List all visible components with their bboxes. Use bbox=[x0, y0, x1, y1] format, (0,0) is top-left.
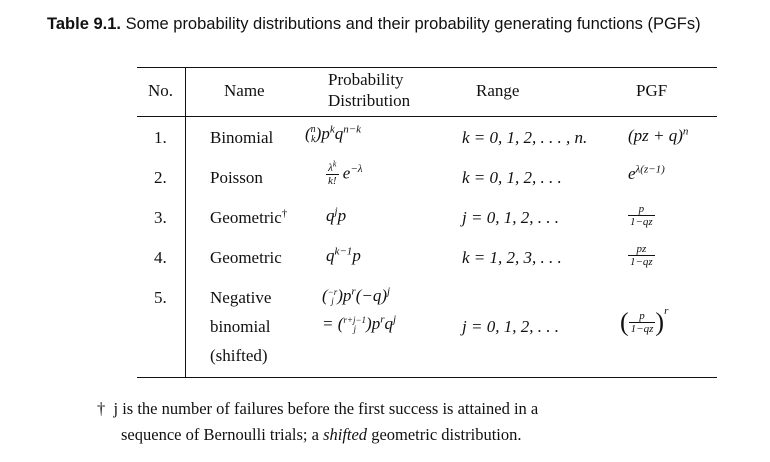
footnote-text-2a: sequence of Bernoulli trials; a bbox=[121, 425, 319, 444]
row-2-distribution: $\frac{\lambda^k}{k!}$ $e^{-\lambda}$ bbox=[328, 159, 363, 187]
row-1-distribution: ( n k )$p^kq^{n-k}$ bbox=[305, 123, 362, 146]
row-1-name: Binomial bbox=[210, 128, 274, 147]
dagger-mark: † bbox=[281, 207, 288, 220]
table-caption bbox=[47, 15, 701, 34]
top-rule bbox=[137, 67, 717, 68]
footnote-text-2em: shifted bbox=[323, 425, 368, 444]
header-no: No. bbox=[148, 81, 174, 100]
row-4-no: 4. bbox=[154, 248, 167, 267]
row-2-pgf: $e^{\lambda(z-1)}$ bbox=[628, 163, 665, 183]
row-5-pgf: ( $\frac{p}{1-qz}$ )$^r$ bbox=[620, 304, 669, 337]
row-3-range: j = 0, 1, 2, . . . bbox=[462, 208, 559, 227]
header-pgf: PGF bbox=[636, 81, 668, 100]
row-4-pgf: $\frac{pz}{1-qz}$ bbox=[630, 243, 653, 268]
row-5-distribution-line1: ( −r j )$p^r(-q)^j$ bbox=[322, 285, 391, 307]
footnote-line2 bbox=[121, 423, 522, 447]
caption-text: Some probability distributions and their probability generating functions (PGFs) bbox=[125, 15, 701, 33]
row-4-range: k = 1, 2, 3, . . . bbox=[462, 248, 562, 267]
footnote-text-2b: geometric distribution. bbox=[371, 425, 522, 444]
column-divider bbox=[185, 68, 186, 377]
row-5-name-line1: Negative bbox=[210, 288, 272, 307]
row-3-name bbox=[210, 208, 287, 228]
row-4-name: Geometric bbox=[210, 248, 282, 267]
row-3-distribution: $q^jp$ bbox=[326, 205, 347, 225]
footnote-line1 bbox=[97, 397, 538, 421]
row-3-pgf: $\frac{p}{1-qz}$ bbox=[630, 203, 653, 228]
header-name: Name bbox=[224, 81, 265, 100]
row-5-name-line3: (shifted) bbox=[210, 346, 268, 365]
row-5-range: j = 0, 1, 2, . . . bbox=[462, 317, 559, 336]
header-distribution-line2: Distribution bbox=[328, 91, 411, 110]
header-distribution-line1: Probability bbox=[328, 70, 404, 89]
caption-label: Table 9.1. bbox=[47, 15, 121, 33]
row-2-no: 2. bbox=[154, 168, 167, 187]
bottom-rule bbox=[137, 377, 717, 378]
row-2-range: k = 0, 1, 2, . . . bbox=[462, 168, 562, 187]
row-5-no: 5. bbox=[154, 288, 167, 307]
row-1-no: 1. bbox=[154, 128, 167, 147]
row-1-pgf: (pz + q)$^n$ bbox=[628, 125, 689, 145]
row-5-distribution-line2: = ( r+j−1 j )$p^rq^j$ bbox=[322, 313, 397, 335]
footnote-dagger: † bbox=[97, 399, 106, 418]
footnote-text-1: j is the number of failures before the first success is attained in a bbox=[113, 399, 539, 418]
row-5-name-line2: binomial bbox=[210, 317, 271, 336]
row-2-name: Poisson bbox=[210, 168, 263, 187]
row-3-no: 3. bbox=[154, 208, 167, 227]
header-range: Range bbox=[476, 81, 520, 100]
row-1-range: k = 0, 1, 2, . . . , n. bbox=[462, 128, 588, 147]
header-rule bbox=[137, 116, 717, 117]
row-3-name-text: Geometric bbox=[210, 208, 282, 227]
row-4-distribution: $q^{k-1}p$ bbox=[326, 245, 361, 265]
